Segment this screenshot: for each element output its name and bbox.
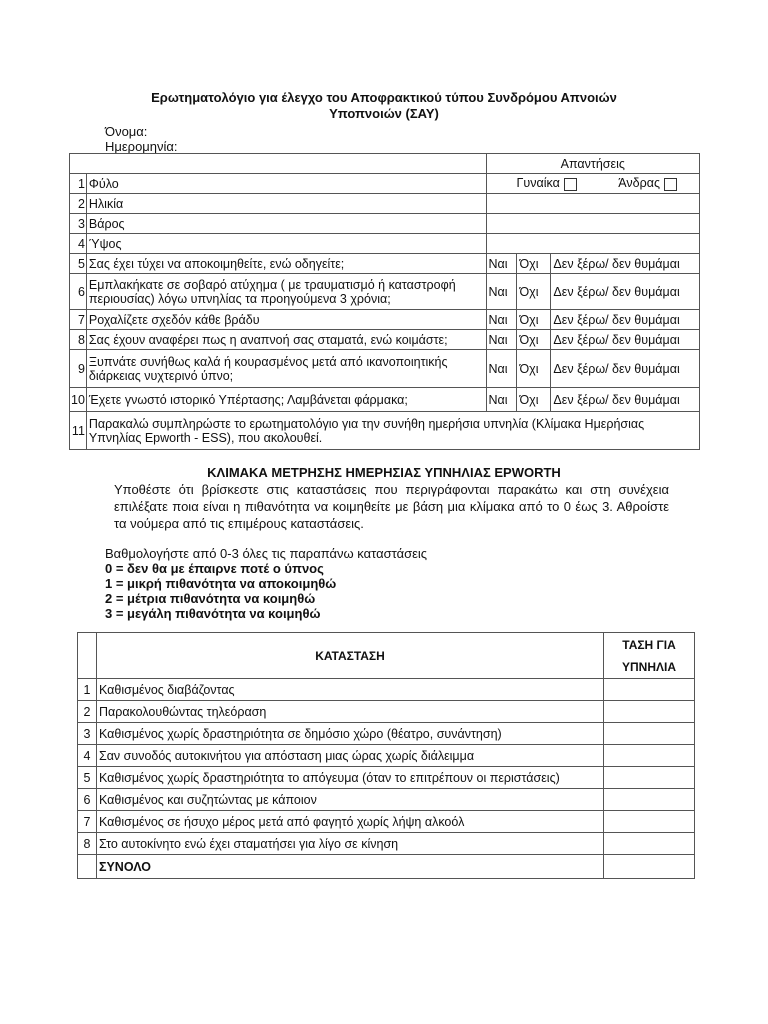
female-label: Γυναίκα	[516, 176, 560, 191]
table-row	[78, 679, 695, 701]
total-input-cell[interactable]	[604, 855, 695, 879]
table-row	[78, 745, 695, 767]
score-input-cell[interactable]	[604, 767, 695, 789]
row-number: 8	[78, 833, 97, 855]
date-label: Ημερομηνία:	[105, 139, 178, 154]
score-header	[604, 633, 695, 679]
table-row	[70, 254, 700, 274]
question-text: Ηλικία	[86, 194, 486, 214]
row-number: 3	[70, 214, 87, 234]
row-number: 9	[70, 350, 87, 388]
question-text: Ξυπνάτε συνήθως καλά ή κουρασμένος μετά από ικανοποιητικής διάρκειας νυχτερινό ύπνο;	[86, 350, 486, 388]
answer-dont-know[interactable]: Δεν ξέρω/ δεν θυμάμαι	[551, 388, 700, 412]
answer-yes[interactable]: Ναι	[486, 254, 517, 274]
answer-yes[interactable]: Ναι	[486, 330, 517, 350]
table-row	[70, 310, 700, 330]
question-text: Σας έχει τύχει να αποκοιμηθείτε, ενώ οδηγείτε;	[86, 254, 486, 274]
table-row	[70, 174, 700, 194]
question-text: Εμπλακήκατε σε σοβαρό ατύχημα ( με τραυματισμό ή καταστροφή περιουσίας) λόγω υπνηλίας τα προηγούμενα 3 χρόνια;	[86, 274, 486, 310]
answer-dont-know[interactable]: Δεν ξέρω/ δεν θυμάμαι	[551, 350, 700, 388]
answer-no[interactable]: Όχι	[517, 254, 551, 274]
row-number: 1	[78, 679, 97, 701]
situation-text: Παρακολουθώντας τηλεόραση	[96, 701, 603, 723]
epworth-table	[77, 632, 695, 879]
row-number: 6	[70, 274, 87, 310]
situation-text: Στο αυτοκίνητο ενώ έχει σταματήσει για λίγο σε κίνηση	[96, 833, 603, 855]
table-row	[78, 701, 695, 723]
answer-yes[interactable]: Ναι	[486, 310, 517, 330]
score-input-cell[interactable]	[604, 723, 695, 745]
table-row	[70, 412, 700, 450]
gender-cell	[486, 174, 700, 194]
score-input-cell[interactable]	[604, 679, 695, 701]
score-2: 2 = μέτρια πιθανότητα να κοιμηθώ	[105, 591, 316, 606]
female-checkbox[interactable]	[564, 178, 577, 191]
table-header-row	[70, 154, 700, 174]
question-text: Παρακαλώ συμπληρώστε το ερωτηματολόγιο για την συνήθη ημερήσια υπνηλία (Κλίμακα Ημερήσιας Υπνηλίας Epworth - ESS), που ακολουθεί.	[86, 412, 699, 450]
row-number: 5	[70, 254, 87, 274]
name-label: Όνομα:	[105, 124, 148, 139]
answer-dont-know[interactable]: Δεν ξέρω/ δεν θυμάμαι	[551, 254, 700, 274]
score-header-line1: ΤΑΣΗ ΓΙΑ	[622, 637, 676, 652]
row-number: 10	[70, 388, 87, 412]
table-row	[78, 767, 695, 789]
question-text: Φύλο	[86, 174, 486, 194]
header-blank-cell	[70, 154, 487, 174]
male-label: Άνδρας	[618, 176, 660, 191]
page-subtitle: Υποπνοιών (ΣΑΥ)	[329, 106, 439, 121]
question-text: Έχετε γνωστό ιστορικό Υπέρτασης; Λαμβάνεται φάρμακα;	[86, 388, 486, 412]
situation-header: ΚΑΤΑΣΤΑΣΗ	[96, 633, 603, 679]
row-number: 11	[70, 412, 87, 450]
score-3: 3 = μεγάλη πιθανότητα να κοιμηθώ	[105, 606, 321, 621]
table-header-row	[78, 633, 695, 679]
table-row	[70, 388, 700, 412]
question-text: Ύψος	[86, 234, 486, 254]
answer-no[interactable]: Όχι	[517, 330, 551, 350]
table-row	[70, 330, 700, 350]
answer-yes[interactable]: Ναι	[486, 274, 517, 310]
row-number: 5	[78, 767, 97, 789]
situation-text: Σαν συνοδός αυτοκινήτου για απόσταση μιας ώρας χωρίς διάλειμμα	[96, 745, 603, 767]
score-input-cell[interactable]	[604, 745, 695, 767]
score-input-cell[interactable]	[604, 789, 695, 811]
row-number: 2	[78, 701, 97, 723]
table-row	[70, 350, 700, 388]
answer-input-cell[interactable]	[486, 234, 700, 254]
answer-no[interactable]: Όχι	[517, 388, 551, 412]
score-header-line2: ΥΠΝΗΛΙΑ	[622, 659, 677, 674]
row-number: 8	[70, 330, 87, 350]
row-number: 3	[78, 723, 97, 745]
table-row	[70, 234, 700, 254]
epworth-intro: Υποθέστε ότι βρίσκεστε στις καταστάσεις που περιγράφονται παρακάτω και στη συνέχεια επιλέξατε ποια είναι η πιθανότητα να κοιμηθείτε με βάση μια κλίμακα από το 0 έως 3. Αθροίστε τα νούμερα από τις επιμέρους καταστάσεις.	[114, 482, 669, 531]
score-input-cell[interactable]	[604, 833, 695, 855]
table-row	[70, 214, 700, 234]
situation-text: Καθισμένος και συζητώντας με κάποιον	[96, 789, 603, 811]
answer-dont-know[interactable]: Δεν ξέρω/ δεν θυμάμαι	[551, 330, 700, 350]
table-row	[78, 811, 695, 833]
table-row	[78, 723, 695, 745]
row-number: 6	[78, 789, 97, 811]
table-row	[70, 274, 700, 310]
question-text: Βάρος	[86, 214, 486, 234]
total-blank-cell	[78, 855, 97, 879]
question-text: Σας έχουν αναφέρει πως η αναπνοή σας σταματά, ενώ κοιμάστε;	[86, 330, 486, 350]
answer-no[interactable]: Όχι	[517, 350, 551, 388]
table-row	[78, 789, 695, 811]
scoring-legend	[105, 546, 427, 621]
situation-text: Καθισμένος σε ήσυχο μέρος μετά από φαγητό χωρίς λήψη αλκοόλ	[96, 811, 603, 833]
total-row	[78, 855, 695, 879]
situation-text: Καθισμένος χωρίς δραστηριότητα σε δημόσιο χώρο (θέατρο, συνάντηση)	[96, 723, 603, 745]
score-input-cell[interactable]	[604, 811, 695, 833]
male-checkbox[interactable]	[664, 178, 677, 191]
situation-text: Καθισμένος χωρίς δραστηριότητα το απόγευμα (όταν το επιτρέπουν οι περιστάσεις)	[96, 767, 603, 789]
table-row	[70, 194, 700, 214]
answer-yes[interactable]: Ναι	[486, 350, 517, 388]
answer-dont-know[interactable]: Δεν ξέρω/ δεν θυμάμαι	[551, 310, 700, 330]
row-number: 7	[78, 811, 97, 833]
answer-input-cell[interactable]	[486, 214, 700, 234]
row-number: 4	[70, 234, 87, 254]
score-0: 0 = δεν θα με έπαιρνε ποτέ ο ύπνος	[105, 561, 324, 576]
answer-no[interactable]: Όχι	[517, 310, 551, 330]
answer-yes[interactable]: Ναι	[486, 388, 517, 412]
row-number: 2	[70, 194, 87, 214]
answers-header: Απαντήσεις	[486, 154, 700, 174]
row-number: 1	[70, 174, 87, 194]
header-blank-cell	[78, 633, 97, 679]
total-label: ΣΥΝΟΛΟ	[96, 855, 603, 879]
score-1: 1 = μικρή πιθανότητα να αποκοιμηθώ	[105, 576, 337, 591]
table-row	[78, 833, 695, 855]
question-text: Ροχαλίζετε σχεδόν κάθε βράδυ	[86, 310, 486, 330]
row-number: 4	[78, 745, 97, 767]
situation-text: Καθισμένος διαβάζοντας	[96, 679, 603, 701]
answer-no[interactable]: Όχι	[517, 274, 551, 310]
page-title: Ερωτηματολόγιο για έλεγχο του Αποφρακτικού τύπου Συνδρόμου Απνοιών	[151, 90, 617, 105]
row-number: 7	[70, 310, 87, 330]
scoring-intro: Βαθμολογήστε από 0-3 όλες τις παραπάνω καταστάσεις	[105, 546, 428, 561]
questionnaire-table	[69, 153, 700, 450]
epworth-title: ΚΛΙΜΑΚΑ ΜΕΤΡΗΣΗΣ ΗΜΕΡΗΣΙΑΣ ΥΠΝΗΛΙΑΣ EPWORTH	[207, 465, 561, 480]
answer-input-cell[interactable]	[486, 194, 700, 214]
answer-dont-know[interactable]: Δεν ξέρω/ δεν θυμάμαι	[551, 274, 700, 310]
score-input-cell[interactable]	[604, 701, 695, 723]
